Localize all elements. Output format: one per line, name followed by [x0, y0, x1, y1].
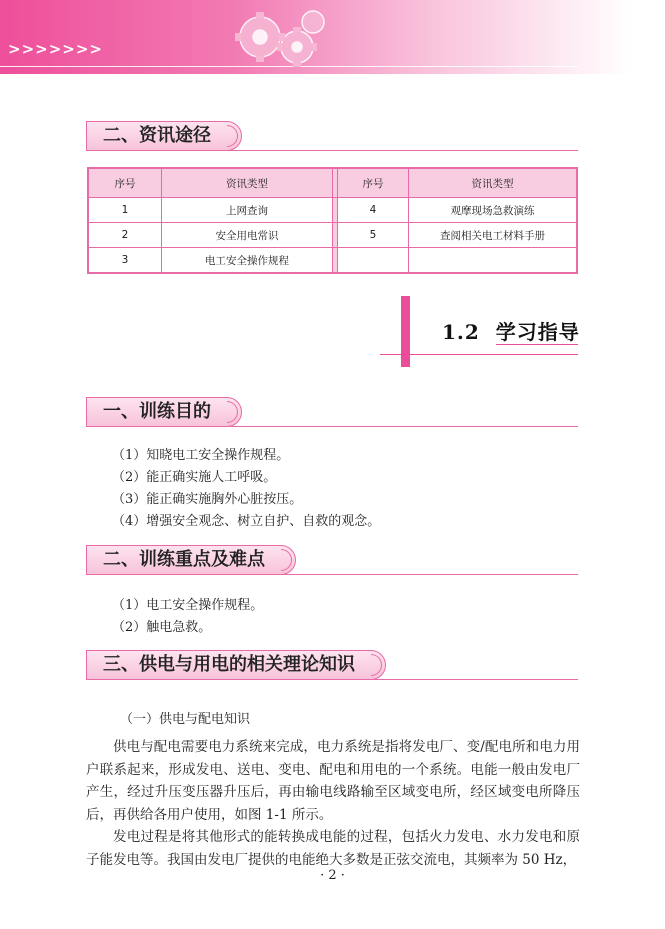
body-paragraph: 发电过程是将其他形式的能转换成电能的过程，包括火力发电、水力发电和原子能发电等。我国由发电厂提供的电能绝大多数是正弦交流电，其频率为 50 Hz，	[86, 829, 580, 868]
table-cell	[338, 248, 409, 274]
list-item: （2）能正确实施人工呼吸。	[112, 470, 277, 485]
section-theory-heading	[86, 650, 386, 680]
chapter-heading	[442, 316, 580, 345]
section-rule	[86, 426, 578, 427]
table-header: 序号	[88, 168, 162, 198]
table-header: 序号	[338, 168, 409, 198]
section-key-heading	[86, 545, 296, 575]
list-item: （1）电工安全操作规程。	[112, 598, 264, 613]
table-cell	[409, 248, 578, 274]
table-cell: 1	[88, 198, 162, 223]
table-row	[88, 223, 577, 248]
table-cell: 安全用电常识	[162, 223, 333, 248]
table-cell: 上网查询	[162, 198, 333, 223]
chapter-accent-bar	[401, 296, 410, 367]
list-item: （2）触电急救。	[112, 620, 212, 635]
page-number: · 2 ·	[320, 868, 345, 883]
list-item: （3）能正确实施胸外心脏按压。	[112, 492, 303, 507]
chapter-rule	[380, 354, 578, 355]
gears-icon	[225, 2, 335, 72]
section-title: 一、训练目的	[86, 397, 242, 427]
section-title: 二、训练重点及难点	[86, 545, 296, 575]
section-info-heading	[86, 121, 242, 151]
chapter-number: 1.2	[442, 320, 480, 344]
table-cell: 2	[88, 223, 162, 248]
chevron-decoration: >>>>>>>	[8, 40, 103, 58]
section-title: 二、资讯途径	[86, 121, 242, 151]
subsection-heading: （一）供电与配电知识	[120, 712, 251, 727]
table-cell: 4	[338, 198, 409, 223]
page-header	[0, 0, 665, 74]
section-rule	[86, 574, 578, 575]
list-item: （1）知晓电工安全操作规程。	[112, 448, 290, 463]
list-item: （4）增强安全观念、树立自护、自救的观念。	[112, 514, 381, 529]
section-title: 三、供电与用电的相关理论知识	[86, 650, 386, 680]
chapter-title: 学习指导	[495, 320, 580, 344]
info-table	[87, 167, 578, 274]
table-cell: 3	[88, 248, 162, 274]
section-goal-heading	[86, 397, 242, 427]
section-rule	[86, 679, 578, 680]
table-row	[88, 248, 577, 274]
table-cell: 电工安全操作规程	[162, 248, 333, 274]
table-cell: 5	[338, 223, 409, 248]
table-header: 资讯类型	[409, 168, 578, 198]
table-cell: 查阅相关电工材料手册	[409, 223, 578, 248]
table-header: 资讯类型	[162, 168, 333, 198]
table-row	[88, 198, 577, 223]
section-rule	[86, 150, 578, 151]
table-header-row	[88, 168, 577, 198]
body-paragraph: 供电与配电需要电力系统来完成，电力系统是指将发电厂、变/配电所和电力用户联系起来，形成发电、送电、变电、配电和用电的一个系统。电能一般由发电厂产生，经过升压变压器升压后，再由输电线路输至区域变电所，经区域变电所降压后，再供给各用户使用，如图 1-1 所示。	[86, 739, 580, 823]
table-cell: 观摩现场急救演练	[409, 198, 578, 223]
